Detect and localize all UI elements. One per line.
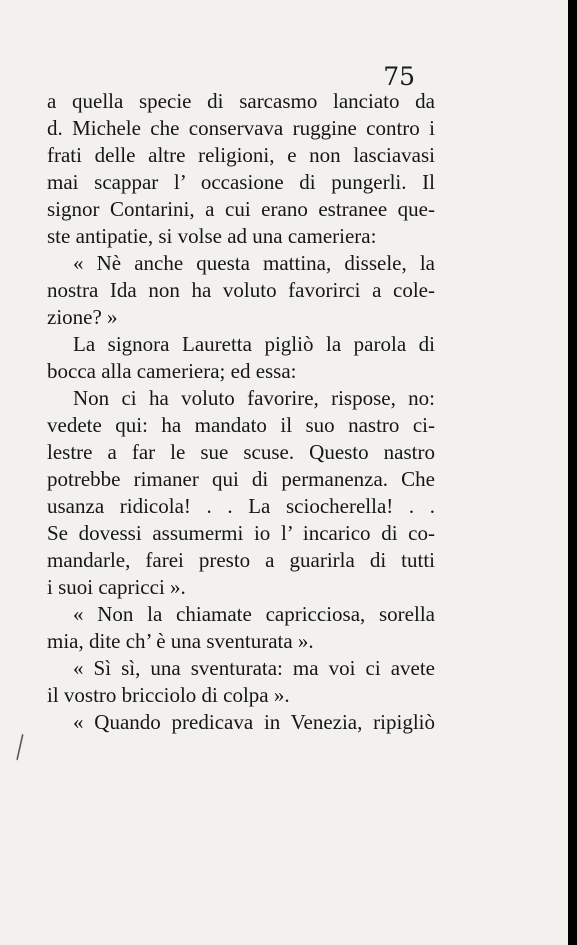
text-line: La signora Lauretta pigliò la parola di <box>73 332 435 356</box>
text-line: zione? » <box>47 305 118 329</box>
text-line: frati delle altre religioni, e non lasciavasi <box>47 143 435 167</box>
text-line: « Non la chiamate capricciosa, sorella <box>73 602 435 626</box>
text-line: signor Contarini, a cui erano estranee que- <box>47 197 435 221</box>
text-line: ste antipatie, si volse ad una cameriera: <box>47 224 377 248</box>
text-line: « Sì sì, una sventurata: ma voi ci avete <box>73 656 435 680</box>
text-line: mandarle, farei presto a guarirla di tutti <box>47 548 435 572</box>
text-line: nostra Ida non ha voluto favorirci a cole- <box>47 278 435 302</box>
text-line: d. Michele che conservava ruggine contro i <box>47 116 435 140</box>
text-line: Se dovessi assumermi io l’ incarico di co- <box>47 521 435 545</box>
page-edge <box>568 0 577 945</box>
text-line: « Nè anche questa mattina, dissele, la <box>73 251 435 275</box>
text-line: i suoi capricci ». <box>47 575 186 599</box>
text-line: « Quando predicava in Venezia, ripigliò <box>73 710 435 734</box>
text-line: mia, dite ch’ è una sventurata ». <box>47 629 314 653</box>
text-line: vedete qui: ha mandato il suo nastro ci- <box>47 413 435 437</box>
body-text <box>47 88 435 736</box>
page-number: 75 <box>383 62 415 91</box>
margin-stroke: ╲ <box>7 733 33 761</box>
text-line: lestre a far le sue scuse. Questo nastro <box>47 440 435 464</box>
text-line: bocca alla cameriera; ed essa: <box>47 359 297 383</box>
text-line: potrebbe rimaner qui di permanenza. Che <box>47 467 435 491</box>
text-line: usanza ridicola! . . La sciocherella! . . <box>47 494 435 518</box>
text-line: mai scappar l’ occasione di pungerli. Il <box>47 170 435 194</box>
text-line: a quella specie di sarcasmo lanciato da <box>47 89 435 113</box>
text-line: Non ci ha voluto favorire, rispose, no: <box>73 386 435 410</box>
text-line: il vostro bricciolo di colpa ». <box>47 683 290 707</box>
